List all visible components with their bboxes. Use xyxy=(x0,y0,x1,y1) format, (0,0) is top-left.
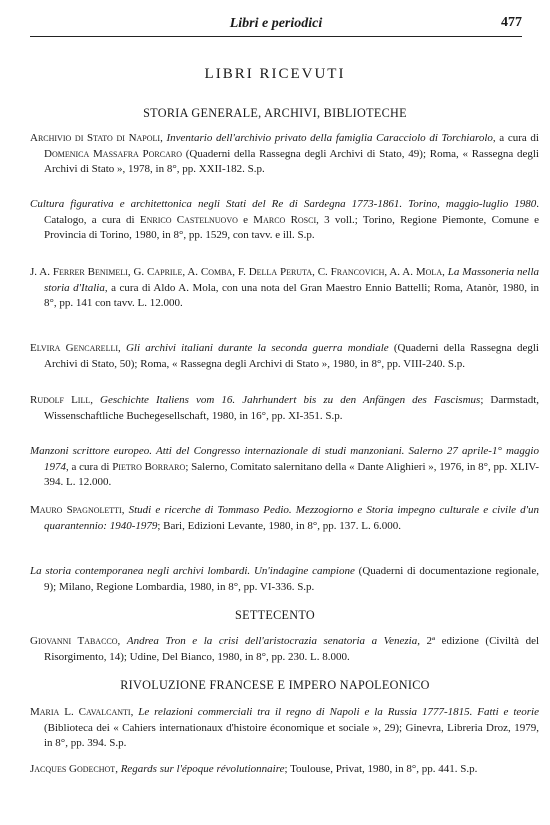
bibliographic-entry xyxy=(30,705,539,752)
entry-title: Manzoni scrittore europeo. Atti del Congresso internazionale di studi manzoniani. Salerno 27 aprile-1° maggio 1974 xyxy=(30,445,539,473)
bibliographic-entry xyxy=(30,393,539,424)
bibliographic-entry xyxy=(30,503,539,534)
running-title: Libri e periodici xyxy=(229,16,323,31)
entry-title: La Massoneria nella storia d'Italia xyxy=(44,266,540,294)
entry-author: Domenica Massafra Porcaro xyxy=(44,147,182,160)
entry-author: Mauro Spagnoletti xyxy=(30,504,122,516)
entry-details: , xyxy=(121,504,129,516)
entry-author: Maria L. Cavalcanti xyxy=(30,706,131,718)
entry-title: Regards sur l'époque révolutionnaire xyxy=(120,763,285,775)
entry-details: ; Toulouse, Privat, 1980, in 8°, pp. 441. S.p. xyxy=(284,763,478,775)
entry-details: , xyxy=(160,132,167,144)
entry-title: La storia contemporanea negli archivi lombardi. Un'indagine campione xyxy=(30,565,355,577)
entry-details: , xyxy=(442,266,448,278)
entry-details: , a cura di xyxy=(66,460,113,473)
entry-author: Rudolf Lill xyxy=(30,394,91,406)
running-header xyxy=(30,14,522,37)
entry-author: Pietro Borraro xyxy=(112,460,186,473)
entry-title: Studi e ricerche di Tommaso Pedio. Mezzogiorno e Storia impegno culturale e civile d'un quarantennio: 1940-1979 xyxy=(44,504,540,532)
bibliographic-entry xyxy=(30,634,539,665)
entry-details: (Quaderni della Rassegna degli Archivi di Stato, 50); Roma, « Rassegna degli Archivi di Stato », 1980, in 8°, pp. VIII-240. S.p. xyxy=(44,342,539,370)
entry-details: ; Salerno, Comitato salernitano della « Dante Alighieri », 1976, in 8°, pp. XLIV-394. L. 12.000. xyxy=(44,460,539,489)
page-title: LIBRI RICEVUTI xyxy=(204,66,346,82)
entry-details: , 3 voll.; Torino, Regione Piemonte, Comune e Provincia di Torino, 1980, in 8°, pp. 1529, con tavv. e ill. S.p. xyxy=(44,213,539,242)
bibliographic-entry xyxy=(30,444,539,491)
entry-details: , a cura di Aldo A. Mola, con una nota del Gran Maestro Ennio Battelli; Roma, Atanòr, 1980, in 8°, pp. 141 con tavv. L. 12.000. xyxy=(44,281,539,310)
entry-author: Archivio di Stato di Napoli xyxy=(30,132,161,144)
entry-author: Elvira Gencarelli xyxy=(30,342,119,354)
entry-title: Geschichte Italiens vom 16. Jahrhundert bis zu den Anfängen des Fascismus xyxy=(100,394,481,406)
bibliographic-entry xyxy=(30,762,539,778)
bibliographic-entry xyxy=(30,197,539,244)
entry-author: Enrico Castelnuovo xyxy=(139,213,238,226)
section-heading-storia: STORIA GENERALE, ARCHIVI, BIBLIOTECHE xyxy=(143,106,407,120)
entry-details: (Quaderni di documentazione regionale, 9); Milano, Regione Lombardia, 1980, in 8°, pp. VI-336. S.p. xyxy=(44,565,539,593)
entry-title: Le relazioni commerciali tra il regno di Napoli e la Russia 1777-1815. Fatti e teorie xyxy=(138,706,539,718)
entry-title: Andrea Tron e la crisi dell'aristocrazia senatoria a Venezia xyxy=(126,635,418,647)
entry-details: ; Bari, Edizioni Levante, 1980, in 8°, pp. 137. L. 6.000. xyxy=(157,519,401,532)
bibliographic-entry xyxy=(30,265,539,312)
entry-author: Jacques Godechot xyxy=(30,763,116,775)
entry-title: Gli archivi italiani durante la seconda guerra mondiale xyxy=(125,342,389,354)
entry-details: (Biblioteca dei « Cahiers internationaux d'histoire économique et sociale », 29); Ginevra, Libreria Droz, 1979, in 8°, pp. 394. S.p. xyxy=(44,721,539,750)
bibliographic-entry xyxy=(30,131,539,178)
entry-details: . Catalogo, a cura di xyxy=(44,198,539,226)
entry-title: Inventario dell'archivio privato della famiglia Caracciolo di Torchiarolo xyxy=(166,132,493,144)
entry-details: ; Darmstadt, Wissenschaftliche Buchegesellschaft, 1980, in 16°, pp. XI-351. S.p. xyxy=(44,394,539,422)
entry-author: Marco Rosci xyxy=(253,213,317,226)
section-heading-settecento: SETTECENTO xyxy=(235,608,315,622)
entry-details: , xyxy=(130,706,139,718)
bibliographic-entry xyxy=(30,564,539,595)
entry-details: , xyxy=(117,635,127,647)
section-heading-rivoluzione: RIVOLUZIONE FRANCESE E IMPERO NAPOLEONICO xyxy=(120,678,430,692)
entry-details: , 2ª edizione (Civiltà del Risorgimento, 14); Udine, Del Bianco, 1980, in 8°, pp. 230. L. 8.000. xyxy=(44,635,540,663)
entry-author: Giovanni Tabacco xyxy=(30,635,118,647)
entry-author: J. A. Ferrer Benimeli, G. Caprile, A. Comba, F. Della Peruta, C. Francovich, A. A. Mola xyxy=(30,266,443,278)
entry-title: Cultura figurativa e architettonica negli Stati del Re di Sardegna 1773-1861. Torino, maggio-luglio 1980 xyxy=(30,198,537,210)
entry-details: , a cura di xyxy=(492,132,539,144)
entry-details: e xyxy=(237,213,254,226)
entry-details: (Quaderni della Rassegna degli Archivi di Stato, 49); Roma, « Rassegna degli Archivi di Stato », 1978, in 8°, pp. XXII-182. S.p. xyxy=(44,147,539,176)
entry-details: , xyxy=(115,763,121,775)
entry-details: , xyxy=(118,342,126,354)
bibliographic-entry xyxy=(30,341,539,372)
page-number: 477 xyxy=(501,15,522,30)
entry-details: , xyxy=(90,394,101,406)
